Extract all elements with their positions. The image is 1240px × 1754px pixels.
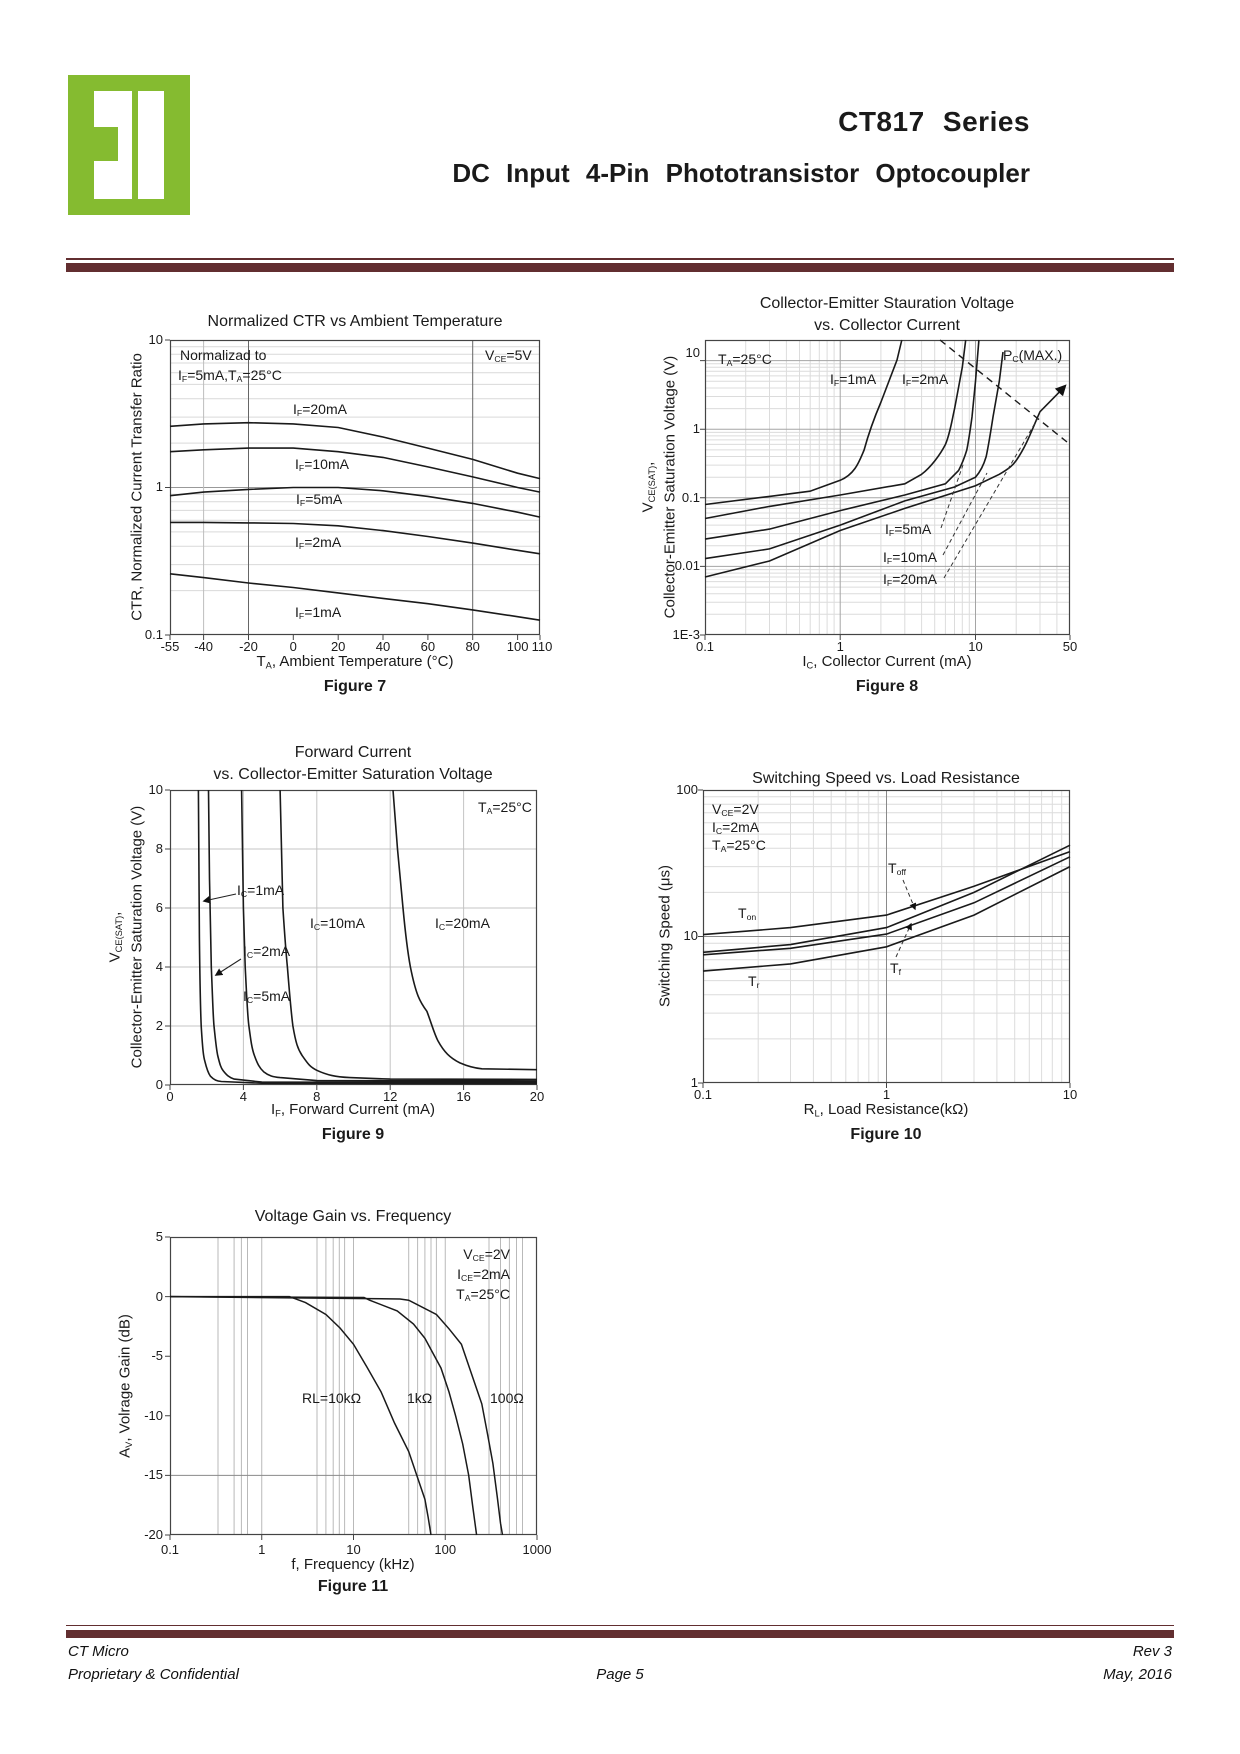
fig10-ta-note: $T_A=25^\circ C$ xyxy=(712,837,766,855)
curve-label-ic1: $I_C=1mA$ xyxy=(237,882,285,900)
curve-rl-10k xyxy=(170,1297,431,1535)
curve-label-if20: $I_F=20mA$ xyxy=(293,401,347,419)
figure8 xyxy=(620,275,1090,710)
y-tick: 1E-3 xyxy=(672,627,700,642)
x-tick: 10 xyxy=(968,639,983,654)
y-tick: 0.1 xyxy=(681,490,700,505)
x-tick: 20 xyxy=(529,1089,545,1104)
curve-label-if10: $I_F=10mA$ xyxy=(883,549,937,567)
curve-if-2ma xyxy=(170,522,540,553)
gridlines-minor xyxy=(170,347,540,591)
fig9-ylabel-line2: Collector-Emitter Saturation Voltage (V) xyxy=(128,805,146,1069)
leader-if10 xyxy=(943,473,987,555)
curve-if-10ma xyxy=(170,448,540,492)
x-tick: 0 xyxy=(289,639,297,654)
y-tick: -10 xyxy=(144,1408,163,1423)
x-tick: 100 xyxy=(434,1542,457,1557)
footer-divider-thick xyxy=(66,1630,1174,1638)
curve-label-ic2: $I_C=2mA$ xyxy=(243,943,291,961)
fig7-caption: Figure 7 xyxy=(323,678,387,695)
y-tick: 2 xyxy=(155,1018,163,1033)
x-tick: 60 xyxy=(420,639,436,654)
curve-label-tr: $T_r$ xyxy=(748,973,760,991)
curve-ic-2ma xyxy=(209,790,538,1082)
y-tick: -5 xyxy=(151,1348,163,1363)
curve-label-if10: $I_F=10mA$ xyxy=(295,456,349,474)
y-tick: 10 xyxy=(685,345,700,360)
fig7-vce-note: $V_{CE}=5V$ xyxy=(485,347,532,365)
x-tick: 1 xyxy=(836,639,844,654)
y-tick: -20 xyxy=(144,1527,163,1542)
fig9-plot xyxy=(170,790,537,1085)
curve-label-ic5: $I_C=5mA$ xyxy=(243,988,291,1006)
x-tick: 16 xyxy=(456,1089,471,1104)
fig7-plot xyxy=(170,340,540,635)
gridlines-v xyxy=(243,790,463,1085)
x-tick: 80 xyxy=(465,639,480,654)
fig8-xlabel: $I_C$, Collector Current (mA) xyxy=(802,653,972,671)
y-tick: 8 xyxy=(155,841,163,856)
fig8-ylabel-line1: $V_{CE(SAT)}$, xyxy=(639,461,657,513)
x-tick: -20 xyxy=(239,639,258,654)
curve-label-if1: $I_F=1mA$ xyxy=(295,604,342,622)
curve-label-if1: $I_F=1mA$ xyxy=(830,371,877,389)
y-tick: 0.1 xyxy=(144,627,163,642)
footer-confidential: Proprietary & Confidential xyxy=(68,1666,239,1683)
fig8-ylabel-line2: Collector-Emitter Saturation Voltage (V) xyxy=(661,355,679,619)
x-tick: 1000 xyxy=(522,1542,552,1557)
y-tick: 10 xyxy=(148,782,163,797)
x-tick: 20 xyxy=(330,639,346,654)
y-tick: 0 xyxy=(155,1289,163,1304)
curve-ic-1ma xyxy=(198,790,537,1084)
x-tick: 50 xyxy=(1062,639,1078,654)
page-subtitle: DC Input 4-Pin Phototransistor Optocoupler xyxy=(452,158,1030,188)
fig11-caption: Figure 11 xyxy=(317,1578,389,1595)
figure9 xyxy=(100,660,560,1155)
y-tick: 5 xyxy=(155,1229,163,1244)
x-tick: 10 xyxy=(1062,1087,1078,1102)
fig9-ylabel-line1: $V_{CE(SAT)}$, xyxy=(106,911,124,963)
arrow-ic1 xyxy=(204,894,236,901)
x-tick: 1 xyxy=(882,1087,891,1102)
y-tick: 0.01 xyxy=(674,558,700,573)
footer-page-number: Page 5 xyxy=(596,1666,644,1683)
fig10-ylabel: Switching Speed (μs) xyxy=(656,864,674,1008)
figure11 xyxy=(100,1190,560,1610)
fig8-plot xyxy=(705,340,1070,635)
y-tick: 4 xyxy=(155,959,163,974)
curve-ic-5ma xyxy=(242,790,537,1081)
curve-label-ton: $T_{on}$ xyxy=(738,905,757,923)
x-tick: 4 xyxy=(239,1089,248,1104)
figure10 xyxy=(620,660,1090,1155)
fig11-ice-note: $I_{CE}=2mA$ xyxy=(457,1266,510,1284)
y-tick: 1 xyxy=(155,479,163,494)
fig9-title-line2: vs. Collector-Emitter Saturation Voltage xyxy=(213,766,493,783)
fig9-title-line1: Forward Current xyxy=(294,744,412,761)
curve-label-if5: $I_F=5mA$ xyxy=(296,491,343,509)
fig9-xlabel: $I_F$, Forward Current (mA) xyxy=(270,1101,436,1119)
x-tick: 12 xyxy=(382,1089,398,1104)
curve-label-1k: 1kΩ xyxy=(407,1390,433,1406)
curve-ic-10ma xyxy=(280,790,537,1079)
fig7-note-line2: $I_F=5mA,T_A=25^\circ C$ xyxy=(178,367,282,385)
header-divider-thick xyxy=(66,263,1174,272)
x-tick: 10 xyxy=(346,1542,361,1557)
x-tick: 8 xyxy=(313,1089,321,1104)
fig10-caption: Figure 10 xyxy=(850,1126,922,1143)
axis-ticks xyxy=(165,1237,537,1540)
curve-label-if2: $I_F=2mA$ xyxy=(902,371,949,389)
fig7-xlabel: $T_A$, Ambient Temperature (°C) xyxy=(256,653,454,671)
x-tick: 0.1 xyxy=(160,1542,180,1557)
footer-rev: Rev 3 xyxy=(1132,1643,1172,1660)
footer-divider-thin xyxy=(66,1625,1174,1626)
fig11-vce-note: $V_{CE}=2V$ xyxy=(463,1246,510,1264)
y-tick: 0 xyxy=(155,1077,163,1092)
pc-max-label: $P_C(MAX.)$ xyxy=(1003,347,1063,365)
fig11-ylabel: $A_V$, Volrage Gain (dB) xyxy=(116,1314,134,1458)
plot-border xyxy=(171,791,537,1085)
leader-toff xyxy=(903,880,915,909)
ct-micro-logo xyxy=(68,75,190,215)
page-title: CT817 Series xyxy=(838,106,1030,137)
fig11-title: Voltage Gain vs. Frequency xyxy=(254,1208,452,1225)
fig9-ta-note: $T_A=25^\circ C$ xyxy=(478,799,532,817)
fig7-note-line1: Normalizad to xyxy=(180,347,267,363)
fig7-title: Normalized CTR vs Ambient Temperature xyxy=(207,313,503,330)
curve-label-ic20: $I_C=20mA$ xyxy=(435,915,490,933)
x-tick: 100 xyxy=(506,639,529,654)
curve-label-if20: $I_F=20mA$ xyxy=(883,571,937,589)
x-tick: -40 xyxy=(194,639,213,654)
gridlines-h xyxy=(170,849,537,1026)
y-tick: 10 xyxy=(148,332,163,347)
fig10-ic-note: $I_C=2mA$ xyxy=(712,819,760,837)
fig9-caption: Figure 9 xyxy=(321,1126,385,1143)
y-tick: 6 xyxy=(155,900,163,915)
curve-label-if5: $I_F=5mA$ xyxy=(885,521,932,539)
fig7-ylabel: CTR, Normalized Current Transfer Ratio xyxy=(128,353,146,621)
x-tick: 110 xyxy=(531,639,553,654)
x-tick: 1 xyxy=(258,1542,266,1557)
y-tick: 1 xyxy=(692,421,700,436)
fig11-ta-note: $T_A=25^\circ C$ xyxy=(456,1286,510,1304)
x-tick: 0.1 xyxy=(695,639,715,654)
fig8-ta-note: $T_A=25^\circ C$ xyxy=(718,351,772,369)
fig8-title-line1: Collector-Emitter Stauration Voltage xyxy=(759,295,1015,312)
curve-label-toff: $T_{off}$ xyxy=(888,860,907,878)
y-tick: 10 xyxy=(683,928,698,943)
curve-rl-100 xyxy=(170,1297,503,1535)
fig8-caption: Figure 8 xyxy=(855,678,919,695)
fig8-title-line2: vs. Collector Current xyxy=(814,317,960,334)
fig10-xlabel: $R_L$, Load Resistance(kΩ) xyxy=(803,1101,969,1119)
axis-ticks xyxy=(165,790,537,1090)
y-tick: 1 xyxy=(690,1075,698,1090)
curve-if-20ma xyxy=(170,423,540,479)
footer-date: May, 2016 xyxy=(1103,1666,1172,1683)
y-tick: -15 xyxy=(144,1467,163,1482)
x-tick: 0.1 xyxy=(693,1087,713,1102)
fig10-vce-note: $V_{CE}=2V$ xyxy=(712,801,759,819)
footer-company: CT Micro xyxy=(68,1643,129,1660)
figure7 xyxy=(100,275,560,710)
curve-label-tf: $T_f$ xyxy=(890,960,901,978)
x-tick: -55 xyxy=(160,639,180,654)
x-tick: 40 xyxy=(375,639,391,654)
curve-if-1ma xyxy=(170,574,540,620)
curve-label-if2: $I_F=2mA$ xyxy=(295,534,342,552)
fig10-title: Switching Speed vs. Load Resistance xyxy=(752,770,1020,787)
curve-label-ic10: $I_C=10mA$ xyxy=(310,915,365,933)
y-tick: 100 xyxy=(676,782,698,797)
header-divider-thin xyxy=(66,258,1174,260)
curve-label-100: 100Ω xyxy=(490,1390,524,1406)
x-tick: 0 xyxy=(166,1089,174,1104)
fig11-xlabel: f, Frequency (kHz) xyxy=(291,1556,415,1573)
curve-label-10k: RL=10kΩ xyxy=(302,1390,362,1406)
